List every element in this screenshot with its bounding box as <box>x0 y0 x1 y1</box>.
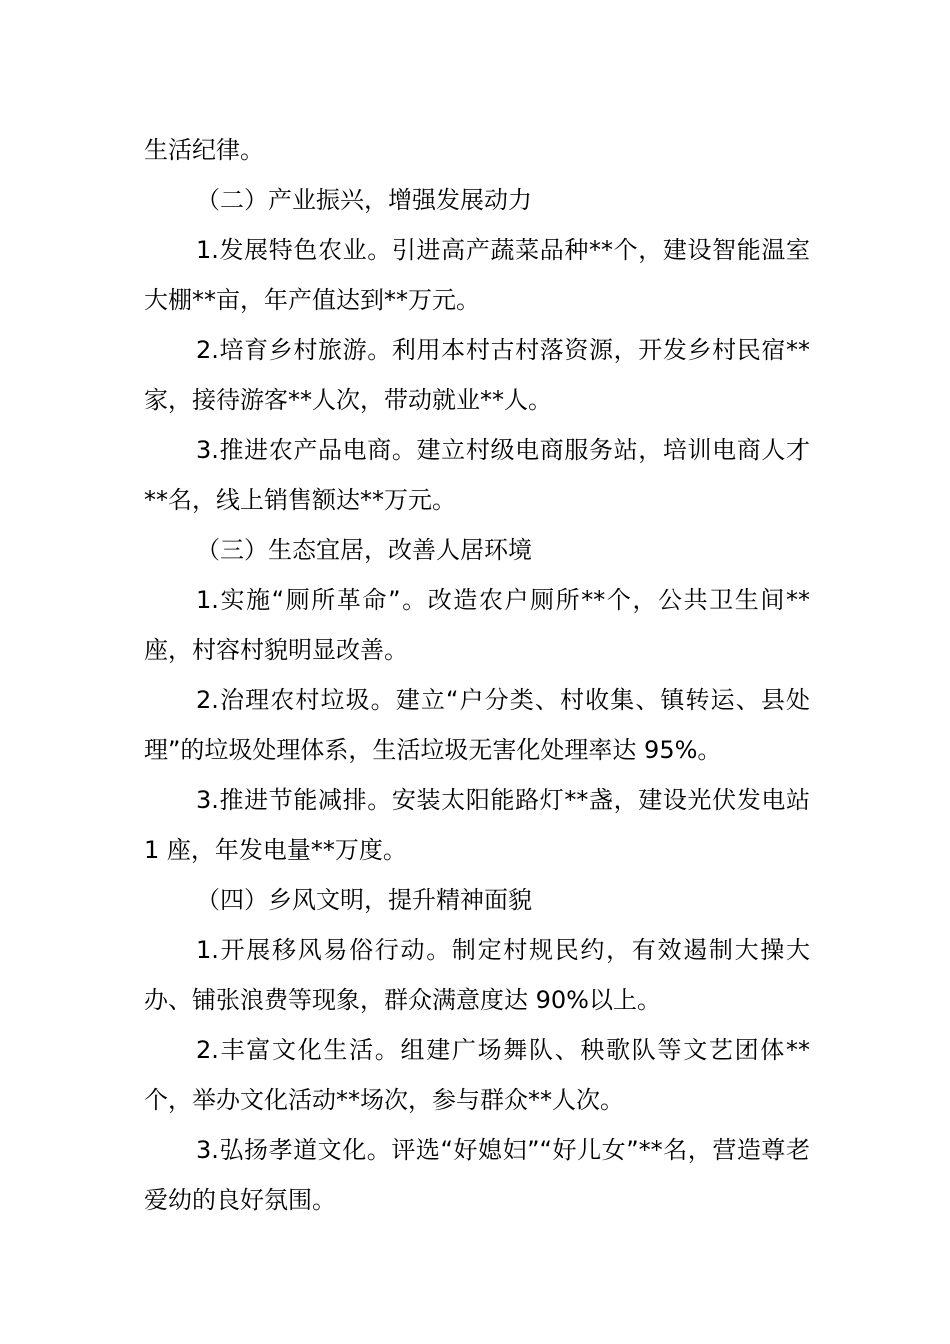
paragraph-civilization-2: 2.丰富文化生活。组建广场舞队、秧歌队等文艺团体**个，举办文化活动**场次，参与群众**人次。 <box>144 1036 810 1114</box>
document-body <box>144 125 810 1225</box>
paragraph-industry-2: 2.培育乡村旅游。利用本村古村落资源，开发乡村民宿**家，接待游客**人次，带动就业**人。 <box>144 336 810 414</box>
paragraph-industry-3: 3.推进农产品电商。建立村级电商服务站，培训电商人才**名，线上销售额达**万元。 <box>144 436 810 514</box>
section-heading-ecology: （三）生态宜居，改善人居环境 <box>196 536 532 564</box>
paragraph-industry-1: 1.发展特色农业。引进高产蔬菜品种**个，建设智能温室大棚**亩，年产值达到**万元。 <box>144 236 810 314</box>
section-heading-industry: （二）产业振兴，增强发展动力 <box>196 186 532 214</box>
paragraph-ecology-1: 1.实施“厕所革命”。改造农户厕所**个，公共卫生间**座，村容村貌明显改善。 <box>144 586 810 664</box>
section-heading-civilization: （四）乡风文明，提升精神面貌 <box>196 886 532 914</box>
paragraph-ecology-3: 3.推进节能减排。安装太阳能路灯**盏，建设光伏发电站 1 座，年发电量**万度。 <box>144 786 810 864</box>
paragraph-ecology-2: 2.治理农村垃圾。建立“户分类、村收集、镇转运、县处理”的垃圾处理体系，生活垃圾无害化处理率达 95%。 <box>144 686 810 764</box>
paragraph-continuation: 生活纪律。 <box>144 136 264 164</box>
paragraph-civilization-1: 1.开展移风易俗行动。制定村规民约，有效遏制大操大办、铺张浪费等现象，群众满意度达 90%以上。 <box>144 936 810 1014</box>
paragraph-civilization-3: 3.弘扬孝道文化。评选“好媳妇”“好儿女”**名，营造尊老爱幼的良好氛围。 <box>144 1136 810 1214</box>
